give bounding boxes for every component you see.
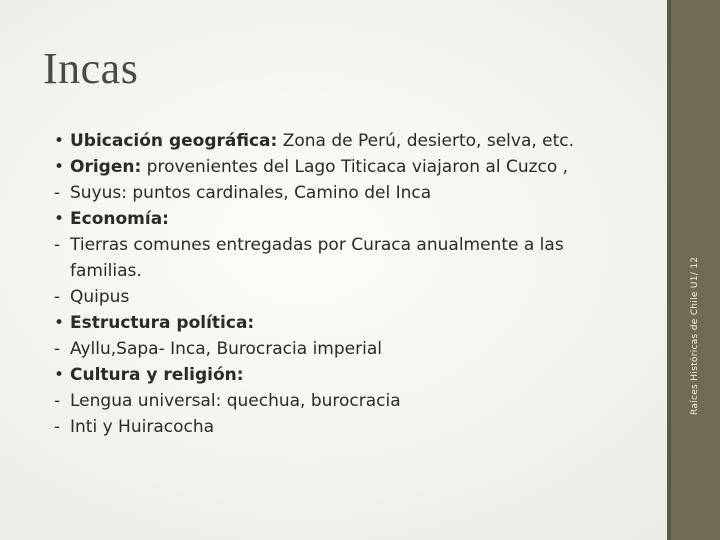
dash-marker: - [54, 391, 61, 411]
bullet-item-tierras [54, 232, 634, 284]
dash-marker: - [54, 417, 61, 437]
bullet-item-suyus [54, 180, 634, 206]
bullet-heading: Economía: [70, 209, 169, 229]
bullet-heading: Origen: [70, 157, 142, 177]
bullet-heading: Ubicación geográfica: [70, 131, 278, 151]
bullet-item-cultura [54, 362, 634, 388]
bullet-text: Zona de Perú, desierto, selva, etc. [277, 131, 575, 151]
dash-marker: - [54, 235, 61, 255]
bullet-marker: • [54, 365, 65, 385]
bullet-text: provenientes del Lago Titicaca viajaron al Cuzco , [141, 157, 569, 177]
bullet-heading: Estructura política: [70, 313, 255, 333]
bullet-text: Suyus: puntos cardinales, Camino del Inca [70, 183, 432, 203]
bullet-item-estructura [54, 310, 634, 336]
slide-title: Incas [43, 44, 139, 93]
dash-marker: - [54, 339, 61, 359]
bullet-marker: • [54, 157, 65, 177]
bullet-heading: Cultura y religión: [70, 365, 244, 385]
bullet-text: Quipus [70, 287, 130, 307]
bullet-item-ayllu [54, 336, 634, 362]
bullet-item-economia [54, 206, 634, 232]
bullet-item-quipus [54, 284, 634, 310]
bullet-marker: • [54, 209, 65, 229]
bullet-marker: • [54, 313, 65, 333]
bullet-item-origen [54, 154, 634, 180]
bullet-text: Tierras comunes entregadas por Curaca anualmente a las familias. [70, 235, 564, 281]
bullet-text: Lengua universal: quechua, burocracia [70, 391, 401, 411]
bullet-marker: • [54, 131, 65, 151]
bullet-item-lengua [54, 388, 634, 414]
bullet-text: Ayllu,Sapa- Inca, Burocracia imperial [70, 339, 382, 359]
bullet-item-ubicacion [54, 128, 634, 154]
bullet-text: Inti y Huiracocha [70, 417, 215, 437]
dash-marker: - [54, 287, 61, 307]
bullet-list [54, 128, 634, 440]
side-label: Raíces Históricas de Chile U1/ 12 [690, 256, 700, 415]
side-panel-edge [667, 0, 671, 540]
dash-marker: - [54, 183, 61, 203]
bullet-item-inti [54, 414, 634, 440]
